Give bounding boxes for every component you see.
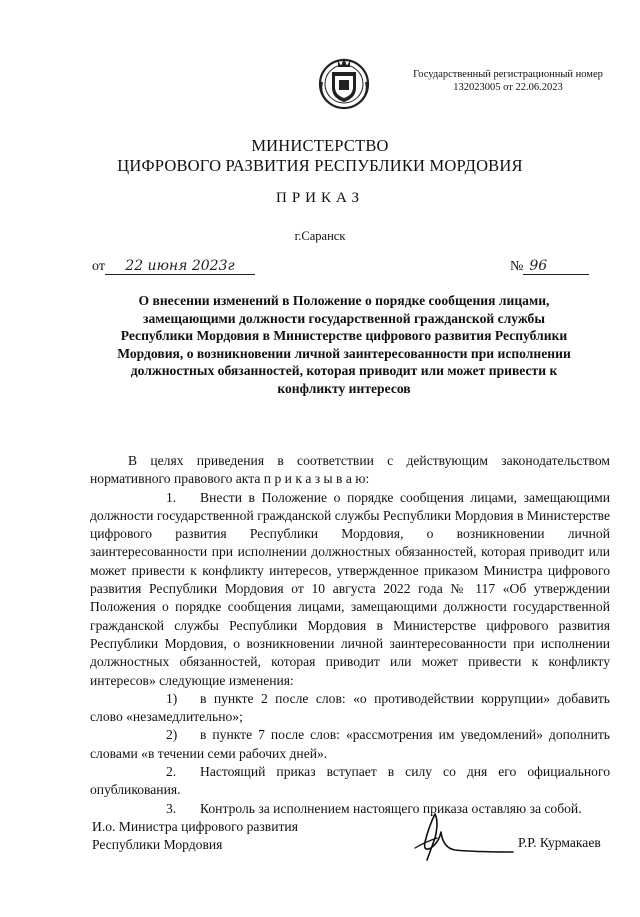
item-text: Настоящий приказ вступает в силу со дня его официального опубликования. — [90, 764, 610, 798]
subject-line: конфликту интересов — [277, 380, 411, 396]
ministry-line-1: МИНИСТЕРСТВО — [251, 136, 389, 155]
order-date — [92, 258, 255, 275]
subject-line: замещающими должности государственной гражданской службы — [143, 310, 545, 326]
number-handwritten: 96 — [523, 258, 589, 275]
order-title: ПРИКАЗ — [276, 190, 364, 206]
item-text: в пункте 2 после слов: «о противодействии коррупции» добавить слово «незамедлительно»; — [90, 690, 610, 725]
coat-of-arms-emblem — [314, 52, 374, 112]
item-2 — [90, 763, 610, 800]
date-handwritten: 22 июня 2023г — [105, 258, 255, 275]
signatory-name: Р.Р. Курмакаев — [518, 835, 601, 850]
subject-line: Республики Мордовия в Министерстве цифрового развития Республики — [120, 328, 568, 343]
item-text: Внести в Положение о порядке сообщения лицами, замещающими должности государственной гражданской службы Республики Мордовия в Министерстве цифрового развития Республики Мордовия, о возникновении личной заинтересованности при исполнении должностных обязанностей, которая приводит или может привести к конфликту интересов, утвержденное приказом Министра цифрового развития Республики Мордовия от 10 августа 2022 года № 117 «Об утверждении Положения о порядке сообщения лицами, замещающими должности государственной гражданской службы Республики Мордовия в Министерстве цифрового развития Республики Мордовия, о возникновении личной заинтересованности при исполнении должностных обязанностей, которая приводит или может привести к конфликту интересов» следующие изменения: — [90, 489, 610, 688]
subject-line: О внесении изменений в Положение о порядке сообщения лицами, — [138, 293, 550, 308]
registration-label: Государственный регистрационный номер — [413, 69, 603, 80]
position-line-2: Республики Мордовия — [92, 837, 223, 852]
handwritten-signature — [395, 808, 515, 864]
subitem-1 — [90, 690, 610, 727]
item-number: 2) — [166, 727, 178, 743]
date-prefix: от — [92, 259, 105, 274]
ministry-line-2: ЦИФРОВОГО РАЗВИТИЯ РЕСПУБЛИКИ МОРДОВИЯ — [117, 156, 523, 175]
registration-block — [398, 68, 618, 94]
item-text: Контроль за исполнением настоящего приказа оставляю за собой. — [200, 800, 582, 816]
subject-line: Мордовия, о возникновении личной заинтересованности при исполнении — [117, 345, 571, 361]
subject-line: должностных обязанностей, которая приводит или может привести к — [130, 363, 558, 378]
position-line-1: И.о. Министра цифрового развития — [92, 819, 298, 834]
item-3 — [90, 800, 610, 818]
city: г.Саранск — [294, 229, 346, 243]
order-body — [90, 452, 610, 818]
item-number: 3. — [166, 800, 177, 816]
subitem-2 — [90, 726, 610, 763]
item-text: в пункте 7 после слов: «рассмотрения им уведомлений» дополнить словами «в течении семи рабочих дней». — [90, 727, 610, 761]
order-number — [510, 258, 589, 275]
number-prefix: № — [510, 259, 524, 274]
item-1 — [90, 489, 610, 690]
order-subject — [88, 292, 600, 397]
item-number: 2. — [166, 764, 177, 780]
ministry-title — [0, 136, 640, 176]
preamble: В целях приведения в соответствии с действующим законодательством нормативного правового акта п р и к а з ы в а ю: — [90, 453, 610, 487]
signatory-position — [92, 818, 298, 854]
registration-number: 132023005 от 22.06.2023 — [453, 82, 563, 93]
item-number: 1) — [166, 690, 178, 706]
item-number: 1. — [166, 489, 177, 505]
